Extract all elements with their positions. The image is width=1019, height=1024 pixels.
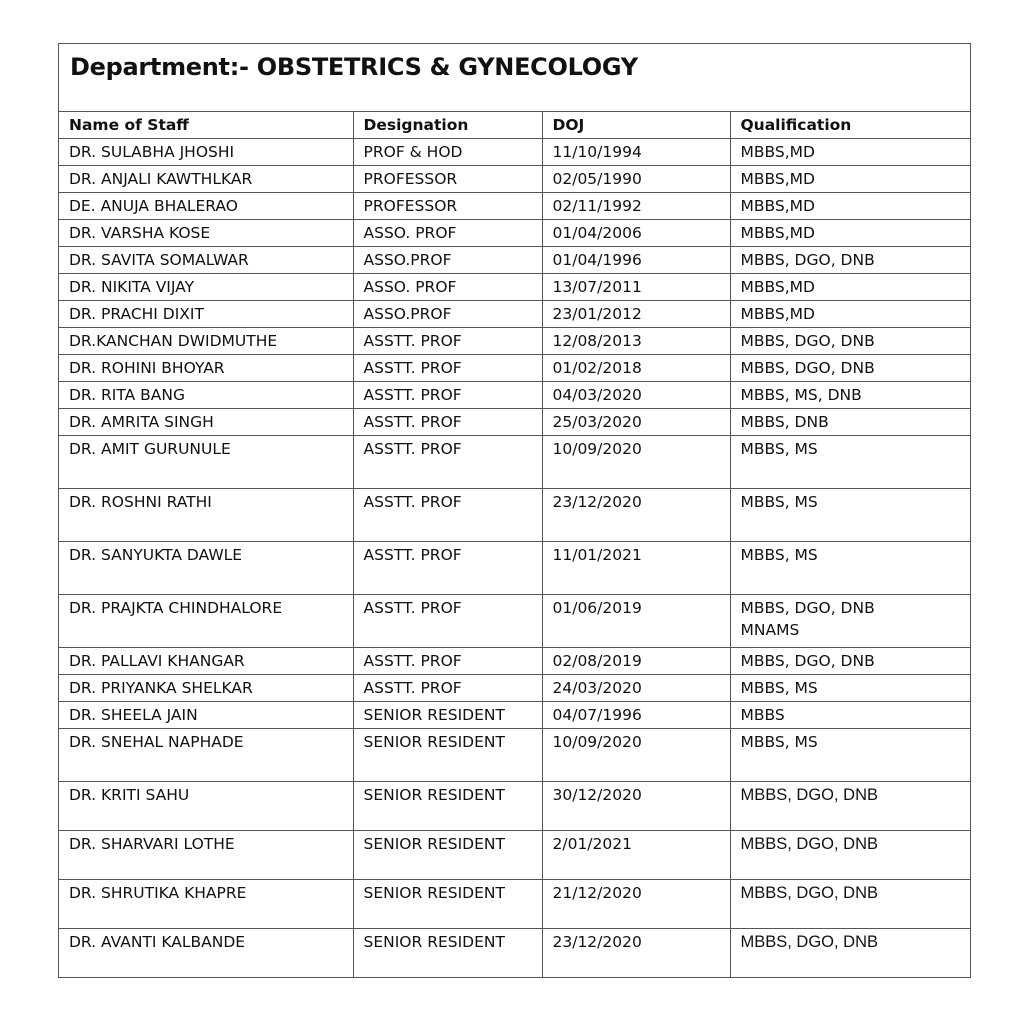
staff-designation: SENIOR RESIDENT	[353, 880, 542, 929]
staff-doj: 02/05/1990	[542, 166, 730, 193]
staff-qualification: MBBS,MD	[730, 166, 970, 193]
table-row	[59, 274, 970, 301]
staff-name: DR. PRACHI DIXIT	[59, 301, 353, 328]
staff-qualification: MBBS, DGO, DNB	[730, 328, 970, 355]
staff-name: DR. ANJALI KAWTHLKAR	[59, 166, 353, 193]
table-row	[59, 382, 970, 409]
staff-qualification: MBBS,MD	[730, 193, 970, 220]
staff-doj: 23/12/2020	[542, 929, 730, 978]
table-row	[59, 139, 970, 166]
staff-name: DR. KRITI SAHU	[59, 782, 353, 831]
table-row	[59, 247, 970, 274]
staff-designation: PROF & HOD	[353, 139, 542, 166]
header-doj: DOJ	[542, 112, 730, 139]
staff-document	[58, 43, 971, 978]
staff-qualification: MBBS, DNB	[730, 409, 970, 436]
staff-designation: SENIOR RESIDENT	[353, 729, 542, 782]
staff-designation: ASSTT. PROF	[353, 382, 542, 409]
header-qualification: Qualification	[730, 112, 970, 139]
staff-doj: 23/12/2020	[542, 489, 730, 542]
table-row	[59, 929, 970, 978]
staff-qualification: MBBS, MS, DNB	[730, 382, 970, 409]
staff-doj: 21/12/2020	[542, 880, 730, 929]
staff-designation: ASSTT. PROF	[353, 409, 542, 436]
staff-qualification: MBBS, MS	[730, 436, 970, 489]
staff-qualification	[730, 595, 970, 648]
qualification-line-2: MNAMS	[740, 621, 800, 639]
staff-designation: ASSTT. PROF	[353, 648, 542, 675]
table-row	[59, 301, 970, 328]
staff-qualification: MBBS,MD	[730, 301, 970, 328]
staff-qualification: MBBS, MS	[730, 542, 970, 595]
staff-name: DR. SULABHA JHOSHI	[59, 139, 353, 166]
staff-name: DR. ROSHNI RATHI	[59, 489, 353, 542]
staff-name: DR. SAVITA SOMALWAR	[59, 247, 353, 274]
staff-designation: ASSTT. PROF	[353, 355, 542, 382]
table-row	[59, 489, 970, 542]
staff-qualification: MBBS,MD	[730, 274, 970, 301]
table-row	[59, 729, 970, 782]
staff-doj: 12/08/2013	[542, 328, 730, 355]
staff-qualification: MBBS, DGO, DNB	[730, 247, 970, 274]
staff-doj: 2/01/2021	[542, 831, 730, 880]
table-row	[59, 782, 970, 831]
staff-qualification: MBBS, DGO, DNB	[730, 355, 970, 382]
staff-designation: ASSTT. PROF	[353, 542, 542, 595]
staff-doj: 01/06/2019	[542, 595, 730, 648]
staff-doj: 13/07/2011	[542, 274, 730, 301]
staff-qualification: MBBS, MS	[730, 489, 970, 542]
table-row	[59, 831, 970, 880]
staff-designation: ASSTT. PROF	[353, 595, 542, 648]
table-row	[59, 355, 970, 382]
header-designation: Designation	[353, 112, 542, 139]
staff-doj: 30/12/2020	[542, 782, 730, 831]
staff-designation: PROFESSOR	[353, 166, 542, 193]
staff-qualification: MBBS, MS	[730, 675, 970, 702]
staff-designation: ASSO.PROF	[353, 247, 542, 274]
staff-name: DR. AVANTI KALBANDE	[59, 929, 353, 978]
staff-doj: 02/08/2019	[542, 648, 730, 675]
qualification-line-1: MBBS, DGO, DNB	[740, 599, 875, 617]
table-row	[59, 675, 970, 702]
staff-doj: 10/09/2020	[542, 729, 730, 782]
table-row	[59, 880, 970, 929]
staff-name: DR. ROHINI BHOYAR	[59, 355, 353, 382]
staff-doj: 04/07/1996	[542, 702, 730, 729]
staff-doj: 02/11/1992	[542, 193, 730, 220]
staff-qualification: MBBS, DGO, DNB	[730, 648, 970, 675]
staff-doj: 01/04/1996	[542, 247, 730, 274]
staff-name: DR. VARSHA KOSE	[59, 220, 353, 247]
staff-qualification: MBBS,MD	[730, 139, 970, 166]
staff-designation: SENIOR RESIDENT	[353, 782, 542, 831]
staff-name: DR. PALLAVI KHANGAR	[59, 648, 353, 675]
table-row	[59, 542, 970, 595]
staff-qualification: MBBS, DGO, DNB	[740, 933, 879, 951]
staff-name: DR. SNEHAL NAPHADE	[59, 729, 353, 782]
staff-name: DR. AMIT GURUNULE	[59, 436, 353, 489]
staff-designation: SENIOR RESIDENT	[353, 702, 542, 729]
department-title: Department:- OBSTETRICS & GYNECOLOGY	[70, 53, 638, 81]
staff-qualification: MBBS, DGO, DNB	[730, 831, 970, 880]
staff-designation: SENIOR RESIDENT	[353, 929, 542, 978]
staff-qualification: MBBS, DGO, DNB	[730, 782, 970, 831]
staff-designation: ASSTT. PROF	[353, 675, 542, 702]
staff-designation: PROFESSOR	[353, 193, 542, 220]
staff-doj: 10/09/2020	[542, 436, 730, 489]
staff-name: DR. SHARVARI LOTHE	[59, 831, 353, 880]
staff-name: DR. PRIYANKA SHELKAR	[59, 675, 353, 702]
staff-doj: 04/03/2020	[542, 382, 730, 409]
table-row	[59, 193, 970, 220]
staff-designation: SENIOR RESIDENT	[353, 831, 542, 880]
staff-doj: 25/03/2020	[542, 409, 730, 436]
table-row	[59, 328, 970, 355]
staff-name: DR. AMRITA SINGH	[59, 409, 353, 436]
staff-name: DR. SHRUTIKA KHAPRE	[59, 880, 353, 929]
staff-name: DR. SHEELA JAIN	[59, 702, 353, 729]
title-row	[59, 44, 970, 112]
table-row	[59, 648, 970, 675]
staff-qualification: MBBS, DGO, DNB	[730, 880, 970, 929]
staff-doj: 01/04/2006	[542, 220, 730, 247]
staff-name: DR.KANCHAN DWIDMUTHE	[59, 328, 353, 355]
staff-designation: ASSTT. PROF	[353, 328, 542, 355]
staff-qualification: MBBS,MD	[730, 220, 970, 247]
staff-qualification: MBBS, MS	[730, 729, 970, 782]
table-row	[59, 595, 970, 648]
table-row	[59, 702, 970, 729]
staff-designation: ASSO. PROF	[353, 220, 542, 247]
table-row	[59, 409, 970, 436]
staff-name: DE. ANUJA BHALERAO	[59, 193, 353, 220]
staff-name: DR. PRAJKTA CHINDHALORE	[59, 595, 353, 648]
table-row	[59, 166, 970, 193]
table-row	[59, 436, 970, 489]
staff-doj: 11/10/1994	[542, 139, 730, 166]
staff-name: DR. SANYUKTA DAWLE	[59, 542, 353, 595]
staff-designation: ASSTT. PROF	[353, 489, 542, 542]
staff-doj: 11/01/2021	[542, 542, 730, 595]
staff-designation: ASSTT. PROF	[353, 436, 542, 489]
header-row	[59, 112, 970, 139]
staff-doj: 24/03/2020	[542, 675, 730, 702]
staff-designation: ASSO. PROF	[353, 274, 542, 301]
staff-qualification: MBBS	[730, 702, 970, 729]
staff-doj: 01/02/2018	[542, 355, 730, 382]
staff-table	[59, 112, 970, 977]
header-name: Name of Staff	[59, 112, 353, 139]
staff-designation: ASSO.PROF	[353, 301, 542, 328]
table-row	[59, 220, 970, 247]
staff-doj: 23/01/2012	[542, 301, 730, 328]
staff-name: DR. RITA BANG	[59, 382, 353, 409]
staff-name: DR. NIKITA VIJAY	[59, 274, 353, 301]
